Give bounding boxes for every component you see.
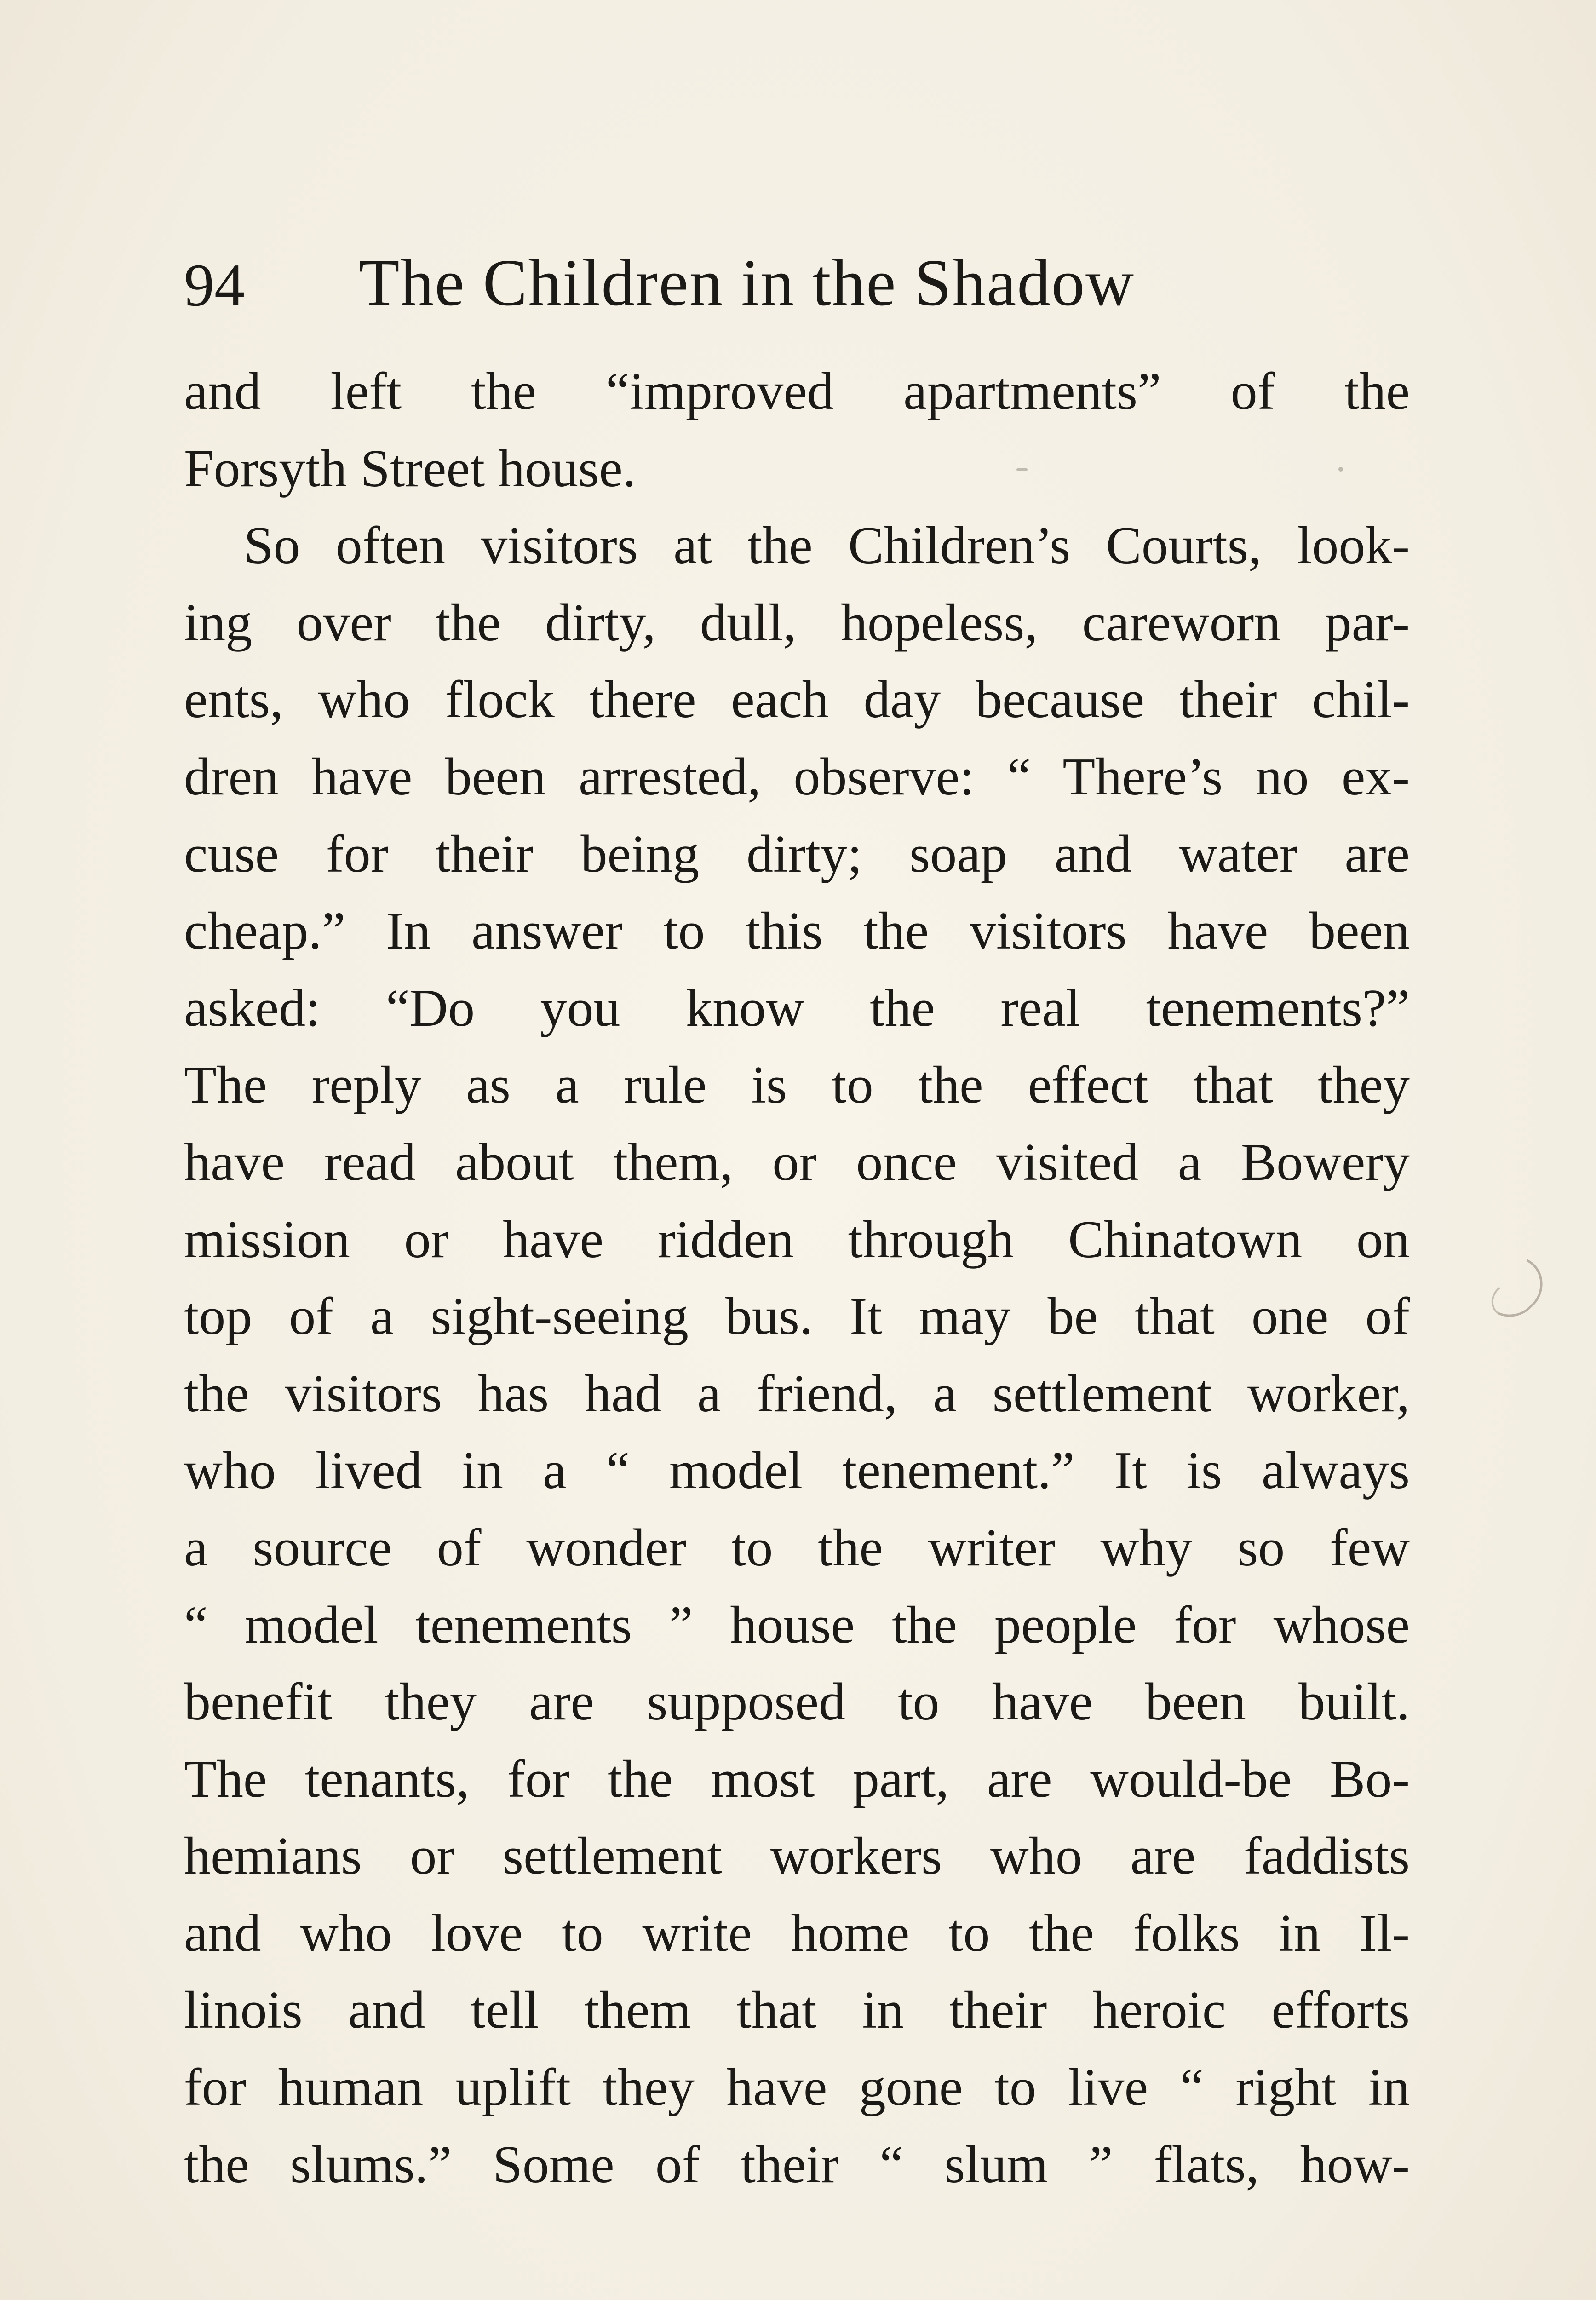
text-line: asked: “Do you know the real tenements?” <box>184 978 1410 1038</box>
paper-speck <box>1016 468 1028 471</box>
text-line: mission or have ridden through Chinatown on <box>184 1210 1410 1269</box>
text-line: “ model tenements ” house the people for whose <box>184 1595 1410 1655</box>
text-line: dren have been arrested, observe: “ There’s no ex- <box>184 747 1410 806</box>
text-line: hemians or settlement workers who are faddists <box>184 1827 1410 1886</box>
text-line: for human uplift they have gone to live “ right in <box>184 2058 1410 2117</box>
text-line: and left the “improved apartments” of the <box>184 362 1410 421</box>
page-number: 94 <box>184 251 245 319</box>
text-line: a source of wonder to the writer why so few <box>184 1518 1410 1577</box>
text-line: the slums.” Some of their “ slum ” flats, how- <box>184 2135 1410 2194</box>
text-line: and who love to write home to the folks in Il- <box>184 1903 1410 1963</box>
text-line: top of a sight-seeing bus. It may be that one of <box>184 1287 1410 1346</box>
text-line: cuse for their being dirty; soap and water are <box>184 824 1410 884</box>
text-line: ents, who flock there each day because their chil- <box>184 670 1410 730</box>
text-line: cheap.” In answer to this the visitors have been <box>184 902 1410 961</box>
body-text <box>184 353 1410 2203</box>
text-line: ing over the dirty, dull, hopeless, careworn par- <box>184 593 1410 652</box>
running-title: The Children in the Shadow <box>359 246 1135 320</box>
paper-speck <box>1338 467 1343 472</box>
text-line: the visitors has had a friend, a settlement worker, <box>184 1364 1410 1423</box>
text-line: The reply as a rule is to the effect that they <box>184 1056 1410 1115</box>
text-line: The tenants, for the most part, are would-be Bo- <box>184 1749 1410 1809</box>
running-head <box>184 244 1417 322</box>
text-line: linois and tell them that in their heroic efforts <box>184 1981 1410 2040</box>
text-line: benefit they are supposed to have been built. <box>184 1673 1410 1732</box>
text-line: Forsyth Street house. <box>184 439 636 498</box>
text-line: have read about them, or once visited a Bowery <box>184 1133 1410 1192</box>
margin-pencil-mark <box>1476 1251 1550 1343</box>
text-line: So often visitors at the Children’s Courts, look- <box>244 516 1410 575</box>
text-line: who lived in a “ model tenement.” It is always <box>184 1441 1410 1501</box>
